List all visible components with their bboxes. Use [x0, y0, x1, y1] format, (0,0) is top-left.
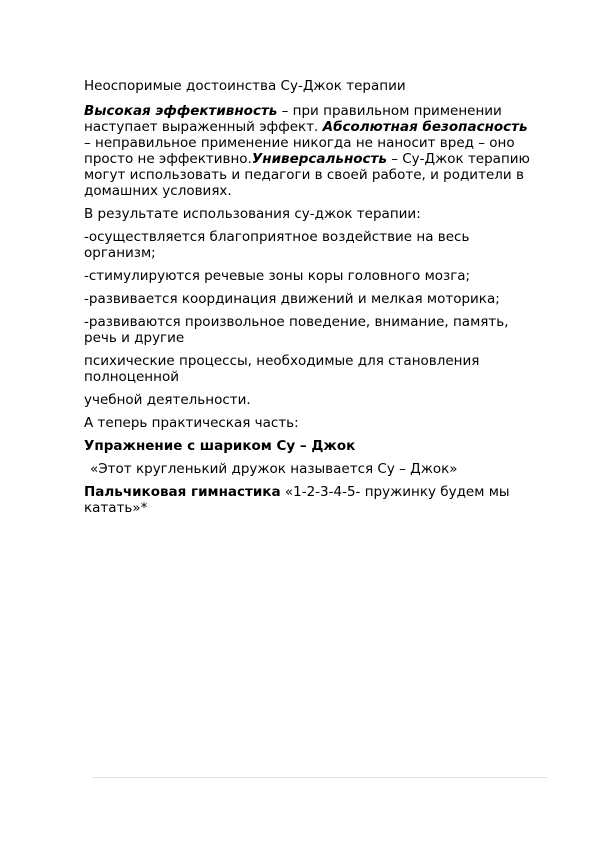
result-item: психические процессы, необходимые для становления полноценной — [84, 353, 480, 385]
advantage-term-effectiveness: Высокая эффективность — [84, 103, 278, 119]
result-item: -развиваются произвольное поведение, внимание, память, речь и другие — [84, 314, 509, 346]
result-item: -осуществляется благоприятное воздействие на весь организм; — [84, 229, 470, 261]
results-intro: В результате использования су-джок терапии: — [84, 206, 421, 222]
advantage-text-effectiveness: – при правильном применении наступает выраженный эффект. — [84, 103, 502, 135]
exercise-quote: «Этот кругленький дружок называется Су – Джок» — [90, 461, 458, 477]
advantage-text-safety: – неправильное применение никогда не наносит вред – оно просто не эффективно. — [84, 135, 515, 167]
advantages-paragraph — [84, 103, 532, 199]
document-title: Неоспоримые достоинства Су-Джок терапии — [84, 78, 406, 94]
result-item: учебной деятельности. — [84, 392, 251, 408]
gymnastics-text: «1-2-3-4-5- пружинку будем мы катать»* — [84, 484, 510, 516]
result-item: -стимулируются речевые зоны коры головного мозга; — [84, 268, 471, 284]
advantage-term-universality: Универсальность — [251, 151, 387, 167]
advantage-text-universality: – Су-Джок терапию могут использовать и педагоги в своей работе, и родители в домашних условиях. — [84, 151, 530, 199]
advantage-term-safety: Абсолютная безопасность — [322, 119, 528, 135]
practice-intro: А теперь практическая часть: — [84, 415, 299, 431]
exercise-heading: Упражнение с шариком Су – Джок — [84, 438, 356, 454]
document-page — [84, 78, 532, 523]
gymnastics-paragraph — [84, 484, 532, 516]
gymnastics-label: Пальчиковая гимнастика — [84, 484, 281, 500]
result-item: -развивается координация движений и мелкая моторика; — [84, 291, 500, 307]
footer-divider — [92, 777, 547, 778]
